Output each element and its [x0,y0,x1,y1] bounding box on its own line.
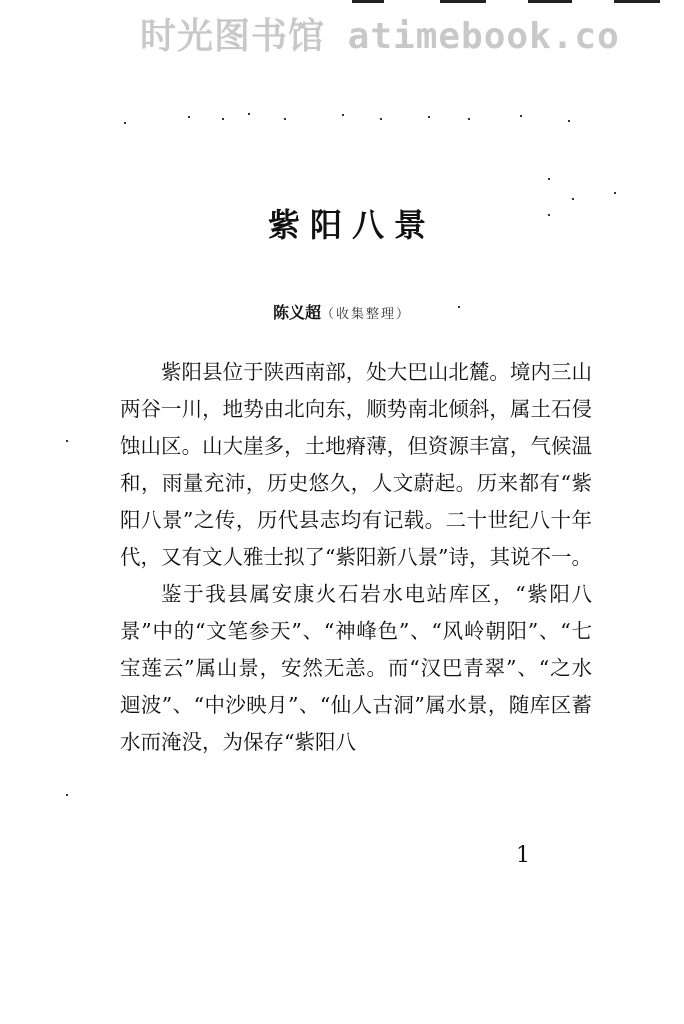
byline-note: （收集整理） [321,307,412,322]
scan-speck [222,118,224,120]
scan-speck [284,118,286,120]
scan-speck [568,120,570,122]
page-number: 1 [516,843,530,868]
scan-speck [468,118,470,120]
scan-speck [248,113,250,115]
scan-speck [520,115,522,117]
scan-speck [342,114,344,116]
paragraph: 紫阳县位于陕西南部，处大巴山北麓。境内三山两谷一川，地势由北向东，顺势南北倾斜，属土石侵蚀山区。山大崖多，土地瘠薄，但资源丰富，气候温和，雨量充沛，历史悠久，人文蔚起。历来都有“紫阳八景”之传，历代县志均有记载。二十世纪八十年代，又有文人雅士拟了“紫阳新八景”诗，其说不一。 [120,360,592,569]
top-rule-1 [352,0,384,3]
scan-speck [428,116,430,118]
top-rule-2 [440,0,486,3]
byline [0,300,684,323]
paragraph: 鉴于我县属安康火石岩水电站库区，“紫阳八景”中的“文笔参天”、“神峰色”、“风岭朝阳”、“七宝莲云”属山景，安然无恙。而“汉巴青翠”、“之水迴波”、“中沙映月”、“仙人古洞”属水景，随库区蓄水而淹没，为保存“紫阳八 [120,582,592,754]
scan-speck [66,794,68,796]
author-name: 陈义超 [272,303,321,322]
top-rule-4 [614,0,660,3]
top-rule-3 [528,0,572,3]
scan-speck [614,192,616,194]
body-text [120,354,592,761]
scan-speck [124,122,126,124]
page-title: 紫阳八景 [267,206,436,244]
scan-speck [380,118,382,120]
watermark: 时光图书馆 atimebook.co [140,16,620,57]
scan-speck [188,116,190,118]
scan-speck [66,440,68,442]
scan-speck [548,178,550,180]
